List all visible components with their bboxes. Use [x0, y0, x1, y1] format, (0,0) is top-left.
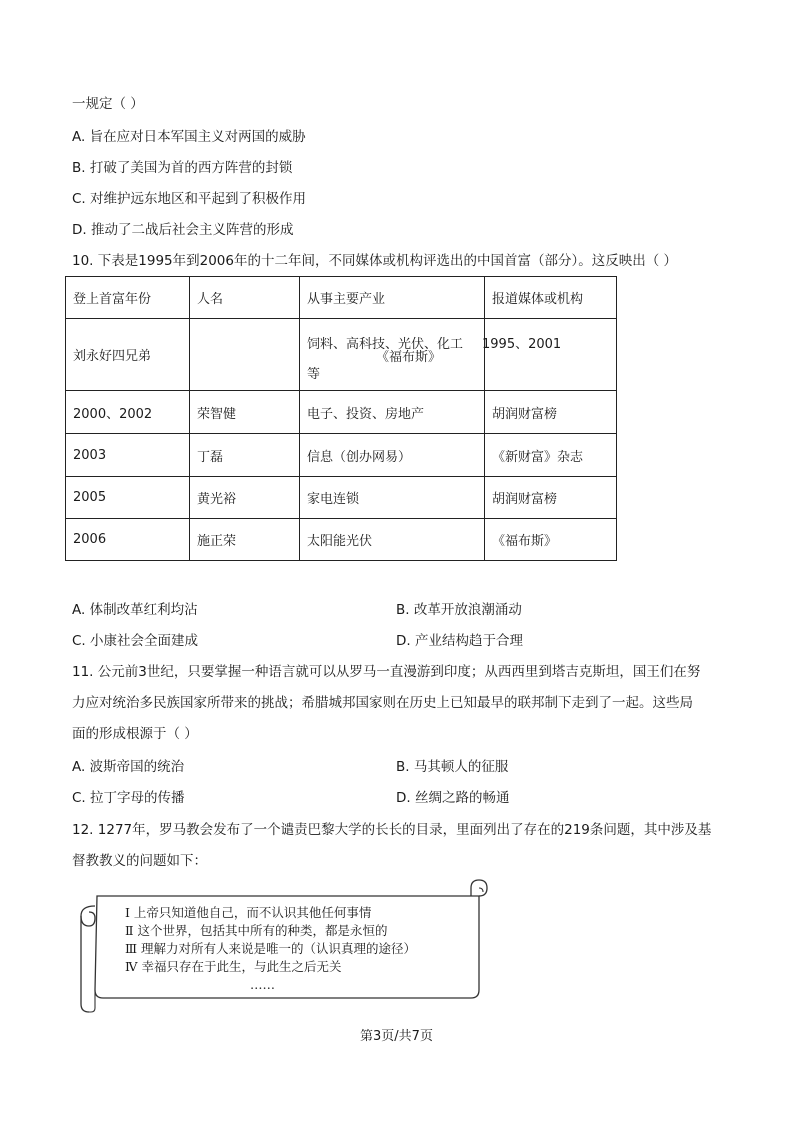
table-cell-years: 1995、2001 — [482, 337, 562, 352]
table-header-cell: 从事主要产业 — [300, 277, 485, 319]
scroll-item-4: Ⅳ 幸福只存在于此生，与此生之后无关 — [125, 959, 342, 974]
q10-option-d: D. 产业结构趋于合理 — [396, 633, 523, 649]
q11-option-b: B. 马其顿人的征服 — [396, 759, 509, 775]
table-cell: 2000、2002 — [66, 391, 190, 434]
q12-line-2: 督教教义的问题如下： — [72, 853, 207, 869]
scroll-ellipsis: …… — [250, 977, 275, 992]
table-cell: 《新财富》杂志 — [485, 434, 617, 477]
table-cell — [190, 319, 300, 391]
table-cell: 黄光裕 — [190, 477, 300, 519]
table-header-cell: 登上首富年份 — [66, 277, 190, 319]
q10-stem: 10. 下表是1995年到2006年的十二年间，不同媒体或机构评选出的中国首富（部分）。这反映出（ ） — [72, 253, 678, 269]
q10-option-c: C. 小康社会全面建成 — [72, 633, 199, 649]
table-row — [66, 434, 617, 477]
scroll-text — [125, 904, 416, 994]
q12-line-1: 12. 1277年，罗马教会发布了一个谴责巴黎大学的长长的目录，里面列出了存在的219条问题，其中涉及基 — [72, 822, 712, 838]
table-cell — [485, 319, 617, 391]
q9-tail: 一规定（ ） — [72, 96, 144, 112]
table-header-row — [66, 277, 617, 319]
table-row — [66, 319, 617, 391]
table-cell: 2003 — [66, 434, 190, 477]
q10-option-b: B. 改革开放浪潮涌动 — [396, 602, 522, 618]
richest-table — [65, 276, 617, 561]
table-cell: 刘永好四兄弟 — [66, 319, 190, 391]
table-cell: 2005 — [66, 477, 190, 519]
scroll-item-2: Ⅱ 这个世界，包括其中所有的种类，都是永恒的 — [125, 923, 388, 938]
q11-line-3: 面的形成根源于（ ） — [72, 726, 198, 742]
table-cell: 胡润财富榜 — [485, 391, 617, 434]
q11-line-1: 11. 公元前3世纪，只要掌握一种语言就可以从罗马一直漫游到印度；从西西里到塔吉克斯坦，国王们在努 — [72, 664, 701, 680]
scroll-item-3: Ⅲ 理解力对所有人来说是唯一的（认识真理的途径） — [125, 941, 417, 956]
table-header-cell: 人名 — [190, 277, 300, 319]
q11-option-a: A. 波斯帝国的统治 — [72, 759, 185, 775]
q10-option-a: A. 体制改革红利均沾 — [72, 602, 198, 618]
q11-option-d: D. 丝绸之路的畅通 — [396, 790, 510, 806]
q9-option-d: D. 推动了二战后社会主义阵营的形成 — [72, 222, 294, 238]
table-cell-merged — [300, 319, 562, 391]
table-cell-industry: 饲料、高科技、光伏、化工 — [307, 337, 464, 352]
scroll-item-1: Ⅰ 上帝只知道他自己，而不认识其他任何事情 — [125, 905, 372, 920]
q11-line-2: 力应对统治多民族国家所带来的挑战；希腊城邦国家则在历史上已知最早的联邦制下走到了一起。这些局 — [72, 695, 693, 711]
table-cell-media: 《福布斯》 — [376, 350, 442, 365]
q9-option-b: B. 打破了美国为首的西方阵营的封锁 — [72, 160, 293, 176]
q9-option-a: A. 旨在应对日本军国主义对两国的威胁 — [72, 129, 306, 145]
page-footer: 第3页/共7页 — [360, 1029, 433, 1044]
table-cell: 《福布斯》 — [485, 519, 617, 561]
table-cell: 2006 — [66, 519, 190, 561]
q11-option-c: C. 拉丁字母的传播 — [72, 790, 185, 806]
table-cell-etc: 等 — [307, 367, 321, 382]
table-cell: 太阳能光伏 — [300, 519, 485, 561]
table-cell: 丁磊 — [190, 434, 300, 477]
table-row — [66, 477, 617, 519]
table-cell: 家电连锁 — [300, 477, 485, 519]
table-cell: 荣智健 — [190, 391, 300, 434]
table-cell: 电子、投资、房地产 — [300, 391, 485, 434]
table-cell: 施正荣 — [190, 519, 300, 561]
table-row — [66, 391, 617, 434]
table-header-cell: 报道媒体或机构 — [485, 277, 617, 319]
table-cell: 信息（创办网易） — [300, 434, 485, 477]
table-cell: 胡润财富榜 — [485, 477, 617, 519]
q9-option-c: C. 对维护远东地区和平起到了积极作用 — [72, 191, 307, 207]
table-row — [66, 519, 617, 561]
